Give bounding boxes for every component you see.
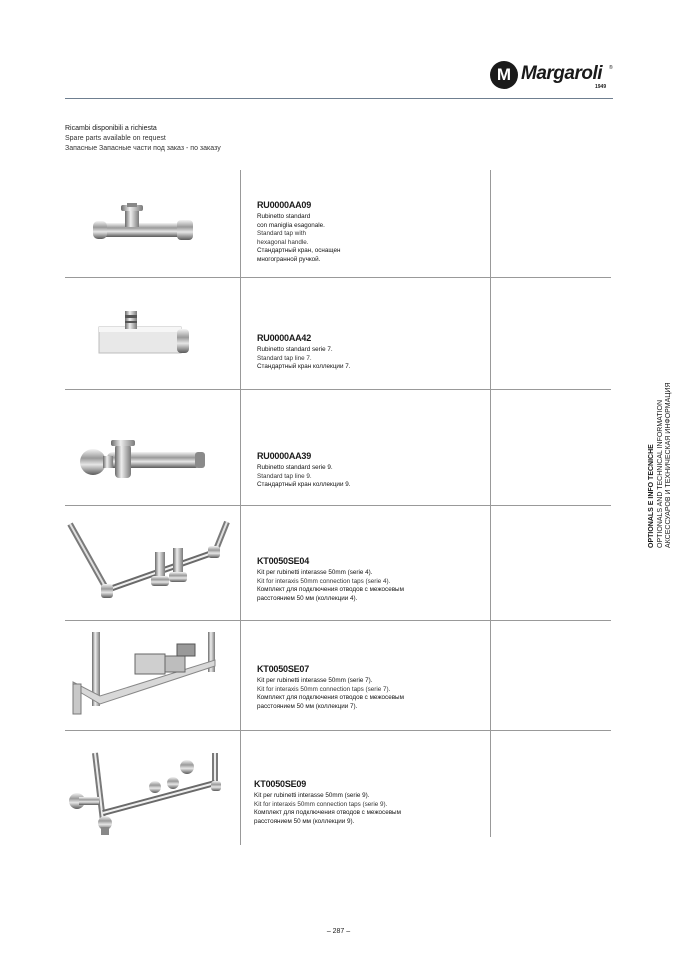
desc-line: Standard tap line 7. — [257, 354, 312, 362]
desc-line: Комплект для подключения отводов с межосевым — [254, 809, 401, 817]
desc-line: Комплект для подключения отводов с межосевым — [257, 694, 404, 702]
row-divider — [65, 620, 611, 621]
brand-logo — [490, 59, 615, 93]
side-title-ru: АКСЕССУАРОВ И ТЕХНИЧЕСКАЯ ИНФОРМАЦИЯ — [665, 382, 672, 548]
desc-line: расстоянием 50 мм (коллекции 9). — [254, 817, 355, 825]
intro-it: Ricambi disponibili a richiesta — [65, 125, 157, 132]
product-code: KT0050SE09 — [254, 779, 307, 789]
desc-line: Kit per rubinetti interasse 50mm (serie 7). — [257, 677, 373, 684]
table-divider-right — [490, 170, 491, 837]
product-code: KT0050SE07 — [257, 664, 310, 674]
header-rule — [65, 98, 613, 99]
desc-line: Стандартный кран коллекции 7. — [257, 363, 351, 371]
side-title-en: OPTIONALS AND TECHNICAL INFORMATION — [656, 399, 664, 548]
page-number: – 287 – — [326, 928, 351, 935]
product-image-tap-hexagonal — [65, 195, 240, 255]
desc-line: расстоянием 50 мм (коллекции 7). — [257, 702, 358, 710]
desc-line: многогранной ручкой. — [257, 255, 321, 263]
product-description — [257, 200, 487, 265]
row-divider — [65, 730, 611, 731]
desc-line: Standard tap with — [257, 230, 307, 238]
intro-ru: Запасные Запасные части под заказ - по заказу — [65, 145, 221, 152]
product-description — [257, 664, 487, 711]
row-divider — [65, 389, 611, 390]
logo-year: 1949 — [595, 84, 607, 90]
side-title-it: OPTIONALS E INFO TECNICHE — [648, 444, 655, 548]
row-divider — [65, 505, 611, 506]
desc-line: Kit for interaxis 50mm connection taps (serie 4). — [257, 577, 391, 585]
desc-line: Kit per rubinetti interasse 50mm (serie 4). — [257, 569, 373, 576]
product-description — [257, 333, 487, 372]
intro-text — [65, 124, 221, 154]
logo-registered: ® — [609, 65, 613, 71]
desc-line: hexagonal handle. — [257, 238, 309, 246]
row-divider — [65, 277, 611, 278]
logo-text: Margaroli — [521, 63, 603, 84]
desc-line: Комплект для подключения отводов с межосевым — [257, 586, 404, 594]
product-image-kit-series7 — [65, 626, 240, 724]
desc-line: Kit per rubinetti interasse 50mm (serie 9). — [254, 792, 370, 799]
product-code: KT0050SE04 — [257, 556, 310, 566]
desc-line: Стандартный кран коллекции 9. — [257, 481, 351, 489]
desc-line: Стандартный кран, оснащен — [257, 247, 341, 255]
desc-line: Kit for interaxis 50mm connection taps (serie 9). — [254, 800, 388, 808]
product-image-kit-series4 — [65, 512, 240, 612]
product-description — [254, 779, 484, 826]
product-image-tap-line7 — [65, 305, 240, 365]
product-image-tap-line9 — [65, 432, 240, 492]
desc-line: расстоянием 50 мм (коллекции 4). — [257, 594, 358, 602]
product-description — [257, 451, 487, 490]
product-code: RU0000AA42 — [257, 333, 312, 343]
desc-line: Rubinetto standard — [257, 213, 311, 220]
product-image-kit-series9 — [65, 743, 240, 843]
product-code: RU0000AA39 — [257, 451, 312, 461]
table-divider-left — [240, 170, 241, 845]
product-description — [257, 556, 487, 603]
desc-line: Kit for interaxis 50mm connection taps (serie 7). — [257, 685, 391, 693]
intro-en: Spare parts available on request — [65, 135, 166, 142]
desc-line: Rubinetto standard serie 7. — [257, 346, 333, 353]
product-code: RU0000AA09 — [257, 200, 312, 210]
desc-line: con maniglia esagonale. — [257, 221, 325, 229]
desc-line: Standard tap line 9. — [257, 472, 312, 480]
desc-line: Rubinetto standard serie 9. — [257, 464, 333, 471]
logo-mark: M — [490, 61, 518, 89]
